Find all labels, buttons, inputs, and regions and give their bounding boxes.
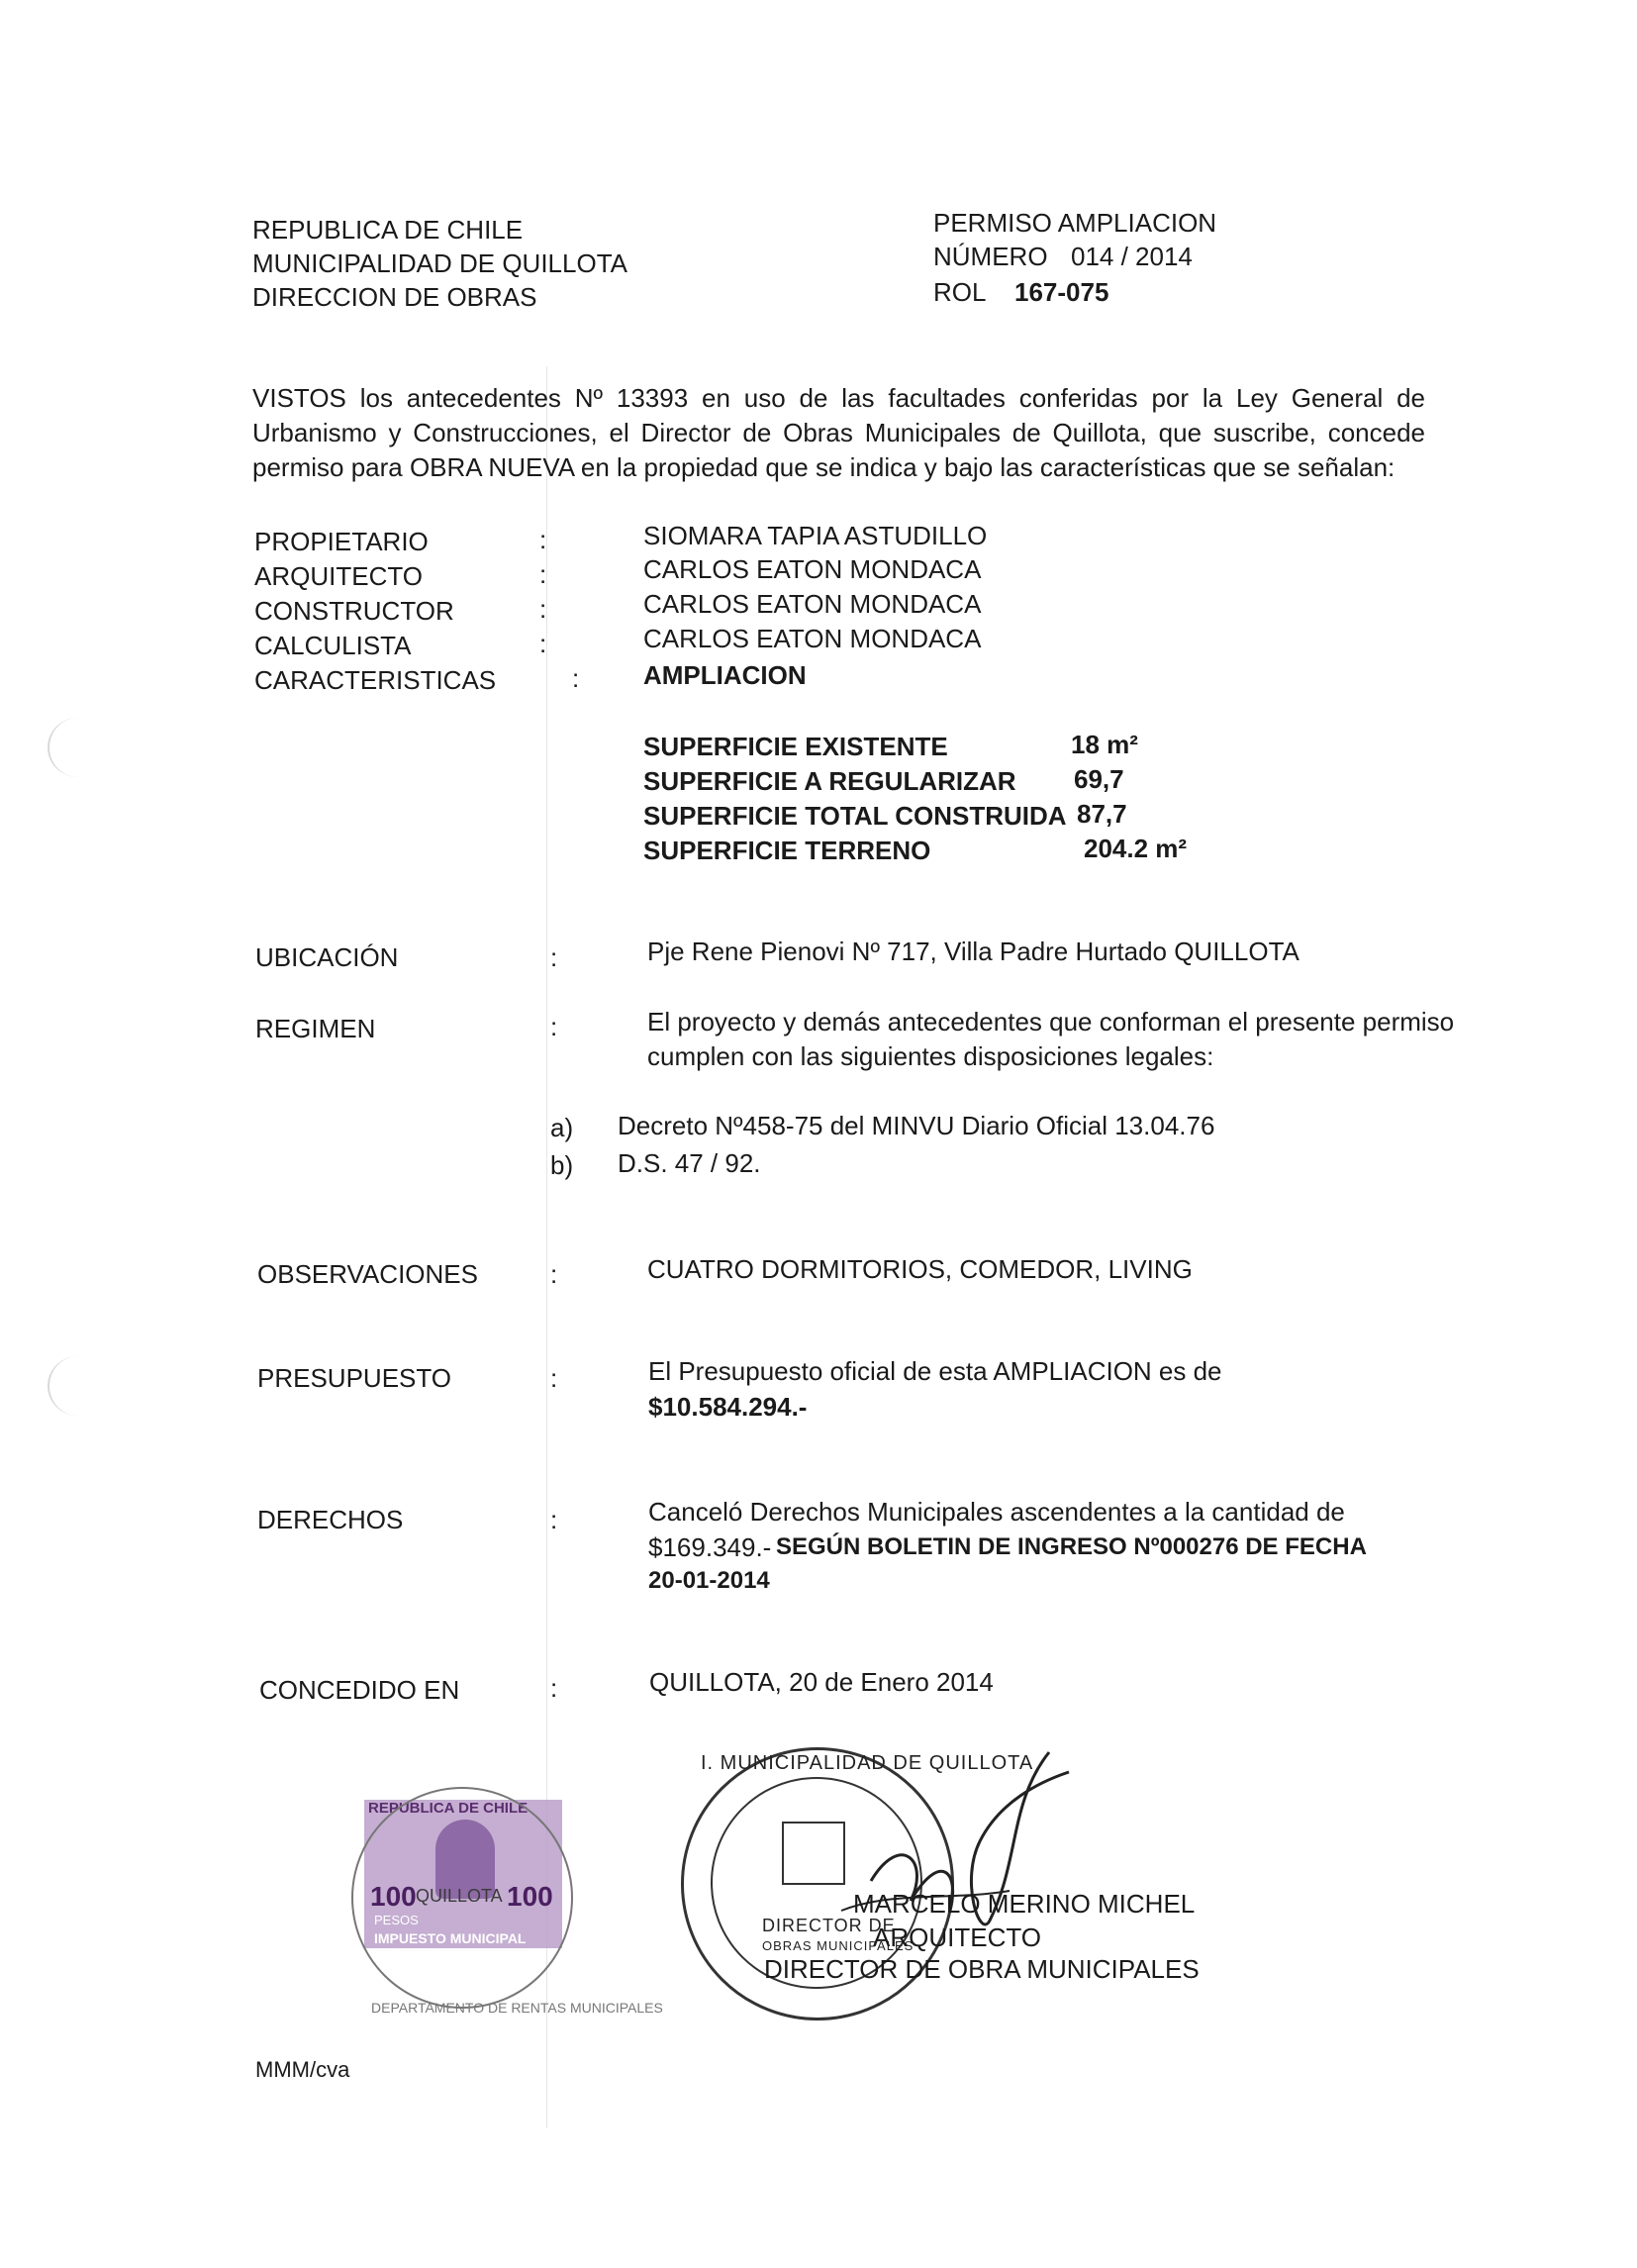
regime-item-b: D.S. 47 / 92. bbox=[618, 1148, 761, 1178]
fees-amount: $169.349.- bbox=[648, 1532, 772, 1562]
fees-label: DERECHOS bbox=[257, 1505, 404, 1534]
location-value: Pje Rene Pienovi Nº 717, Villa Padre Hurtado QUILLOTA bbox=[647, 937, 1300, 966]
characteristics-label: CARACTERISTICAS bbox=[254, 665, 497, 695]
punch-hole-bottom bbox=[48, 1356, 109, 1416]
granted-label: CONCEDIDO EN bbox=[259, 1675, 460, 1705]
punch-hole-top bbox=[48, 718, 109, 777]
regime-label: REGIMEN bbox=[255, 1014, 376, 1043]
intro-line-1: VISTOS los antecedentes Nº 13393 en uso de las facultades conferidas por la Ley General de bbox=[252, 383, 1425, 413]
permit-number-label: NÚMERO bbox=[933, 242, 1048, 271]
stamp-city: QUILLOTA bbox=[416, 1886, 503, 1906]
permit-title: PERMISO AMPLIACION bbox=[933, 208, 1217, 238]
regime-item-b-mark: b) bbox=[550, 1150, 574, 1180]
colon: : bbox=[539, 629, 547, 658]
constructor-value: CARLOS EATON MONDACA bbox=[643, 589, 982, 619]
header-municipality: MUNICIPALIDAD DE QUILLOTA bbox=[252, 248, 627, 278]
rol-value: 167-075 bbox=[1014, 277, 1109, 307]
surface-total-value: 87,7 bbox=[1077, 799, 1127, 829]
colon: : bbox=[550, 942, 558, 972]
owner-value: SIOMARA TAPIA ASTUDILLO bbox=[643, 521, 988, 550]
fees-date: 20-01-2014 bbox=[648, 1567, 770, 1594]
surface-existing-label: SUPERFICIE EXISTENTE bbox=[643, 732, 948, 761]
stamp-ring bbox=[351, 1787, 573, 2009]
calculist-label: CALCULISTA bbox=[254, 631, 412, 660]
fees-receipt: SEGÚN BOLETIN DE INGRESO Nº000276 DE FECHA bbox=[776, 1533, 1367, 1560]
fees-line-1: Canceló Derechos Municipales ascendentes a la cantidad de bbox=[648, 1497, 1345, 1527]
stamp-value-right: 100 bbox=[507, 1881, 553, 1912]
calculist-value: CARLOS EATON MONDACA bbox=[643, 624, 982, 653]
footer-initials: MMM/cva bbox=[255, 2057, 350, 2082]
regime-item-a: Decreto Nº458-75 del MINVU Diario Oficial 13.04.76 bbox=[618, 1111, 1215, 1140]
permit-number-value: 014 / 2014 bbox=[1071, 242, 1193, 271]
colon: : bbox=[539, 559, 547, 589]
budget-label: PRESUPUESTO bbox=[257, 1363, 452, 1393]
characteristics-value: AMPLIACION bbox=[643, 660, 807, 690]
colon: : bbox=[539, 594, 547, 624]
surface-land-label: SUPERFICIE TERRENO bbox=[643, 836, 931, 865]
observations-value: CUATRO DORMITORIOS, COMEDOR, LIVING bbox=[647, 1254, 1193, 1284]
intro-line-2: Urbanismo y Construcciones, el Director de Obras Municipales de Quillota, que suscribe, concede bbox=[252, 418, 1425, 447]
granted-value: QUILLOTA, 20 de Enero 2014 bbox=[649, 1667, 994, 1697]
stamp-value-left: 100 bbox=[370, 1881, 417, 1912]
colon: : bbox=[550, 1012, 558, 1041]
colon: : bbox=[550, 1363, 558, 1393]
signer-position: DIRECTOR DE OBRA MUNICIPALES bbox=[764, 1954, 1200, 1984]
surface-total-label: SUPERFICIE TOTAL CONSTRUIDA bbox=[643, 801, 1067, 831]
seal-inner-text-2: OBRAS MUNICIPALES bbox=[762, 1938, 915, 1953]
architect-label: ARQUITECTO bbox=[254, 561, 423, 591]
budget-amount: $10.584.294.- bbox=[648, 1392, 808, 1422]
signer-title: ARQUITECTO bbox=[873, 1923, 1041, 1952]
header-department: DIRECCION DE OBRAS bbox=[252, 282, 537, 312]
observations-label: OBSERVACIONES bbox=[257, 1259, 478, 1289]
header-republic: REPUBLICA DE CHILE bbox=[252, 215, 524, 245]
colon: : bbox=[572, 663, 580, 693]
stamp-top-text: REPUBLICA DE CHILE bbox=[368, 1800, 529, 1817]
stamp-bottom-text: IMPUESTO MUNICIPAL bbox=[374, 1930, 527, 1946]
surface-land-value: 204.2 m² bbox=[1084, 834, 1188, 863]
architect-value: CARLOS EATON MONDACA bbox=[643, 554, 982, 584]
stamp-unit: PESOS bbox=[374, 1913, 419, 1927]
surface-regularize-label: SUPERFICIE A REGULARIZAR bbox=[643, 766, 1016, 796]
surface-existing-value: 18 m² bbox=[1071, 730, 1138, 759]
constructor-label: CONSTRUCTOR bbox=[254, 596, 454, 626]
colon: : bbox=[539, 525, 547, 554]
regime-item-a-mark: a) bbox=[550, 1113, 574, 1142]
seal-inner-text-1: DIRECTOR DE bbox=[762, 1916, 896, 1935]
location-label: UBICACIÓN bbox=[255, 942, 399, 972]
colon: : bbox=[550, 1259, 558, 1289]
intro-line-3: permiso para OBRA NUEVA en la propiedad que se indica y bajo las características que se señalan: bbox=[252, 452, 1396, 482]
regime-line-1: El proyecto y demás antecedentes que conforman el presente permiso bbox=[647, 1007, 1455, 1036]
colon: : bbox=[550, 1673, 558, 1703]
surface-regularize-value: 69,7 bbox=[1074, 764, 1124, 794]
budget-line-1: El Presupuesto oficial de esta AMPLIACION es de bbox=[648, 1356, 1222, 1386]
colon: : bbox=[550, 1505, 558, 1534]
signer-name: MARCELO MERINO MICHEL bbox=[853, 1889, 1196, 1919]
owner-label: PROPIETARIO bbox=[254, 527, 429, 556]
seal-ring-text: I. MUNICIPALIDAD DE QUILLOTA bbox=[701, 1752, 1034, 1774]
rol-label: ROL bbox=[933, 277, 987, 307]
stamp-ring-text: DEPARTAMENTO DE RENTAS MUNICIPALES bbox=[371, 2000, 663, 2016]
regime-line-2: cumplen con las siguientes disposiciones legales: bbox=[647, 1041, 1214, 1071]
